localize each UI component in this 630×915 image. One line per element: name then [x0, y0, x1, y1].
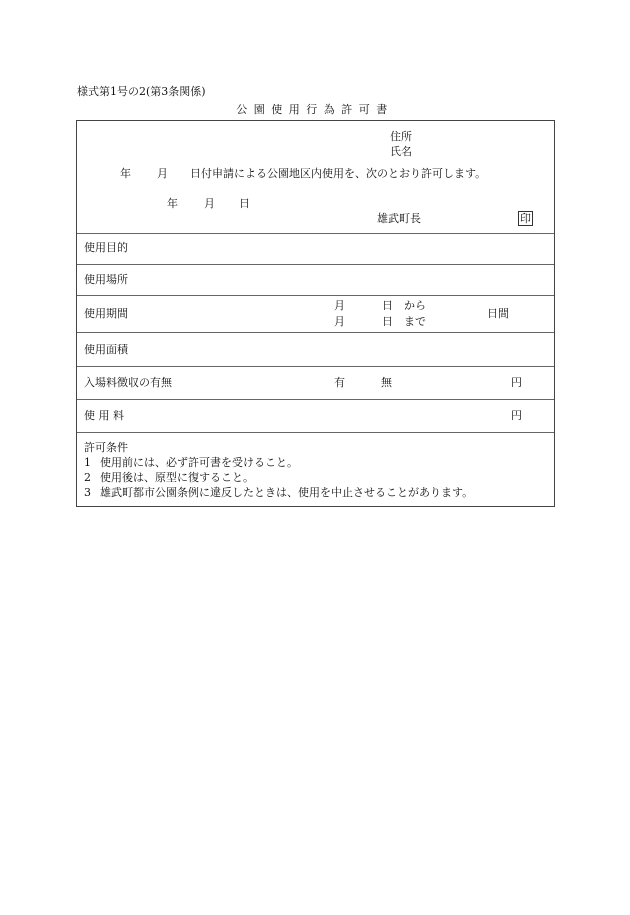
divider [77, 399, 554, 400]
permit-form-table [76, 120, 555, 507]
period-label: 使用期間 [84, 307, 128, 320]
document-title: 公園使用行為許可書 [236, 103, 394, 116]
divider [77, 432, 554, 433]
divider [77, 233, 554, 234]
admission-no: 無 [381, 376, 392, 389]
period-end-month: 月 [334, 315, 345, 328]
admission-yes: 有 [334, 376, 345, 389]
name-label: 氏名 [390, 145, 412, 158]
application-statement: 日付申請による公園地区内使用を、次のとおり許可します。 [190, 167, 487, 180]
fee-label: 使 用 料 [84, 409, 124, 422]
divider [77, 366, 554, 367]
permit-year: 年 [167, 197, 178, 210]
divider [77, 264, 554, 265]
area-label: 使用面積 [84, 343, 128, 356]
condition-text: 使用前には、必ず許可書を受けること。 [100, 456, 298, 469]
condition-text: 雄武町都市公園条例に違反したときは、使用を中止させることがあります。 [100, 486, 474, 499]
address-label: 住所 [390, 130, 412, 143]
period-days: 日間 [487, 307, 509, 320]
issuer-title: 雄武町長 [377, 212, 421, 225]
application-year: 年 [120, 167, 131, 180]
purpose-label: 使用目的 [84, 241, 128, 254]
period-until: まで [404, 315, 426, 328]
condition-text: 使用後は、原型に復すること。 [100, 471, 254, 484]
period-start-month: 月 [334, 299, 345, 312]
permit-month: 月 [204, 197, 215, 210]
conditions-heading: 許可条件 [84, 441, 128, 454]
divider [77, 332, 554, 333]
period-start-day: 日 [382, 299, 393, 312]
divider [77, 295, 554, 296]
admission-label: 入場料徴収の有無 [84, 376, 172, 389]
permit-day: 日 [239, 197, 250, 210]
period-from: から [404, 299, 426, 312]
form-number-label: 様式第1号の2(第3条関係) [77, 85, 206, 98]
application-month: 月 [157, 167, 168, 180]
condition-number: 1 [84, 456, 91, 469]
seal-mark: 印 [520, 212, 531, 225]
admission-yen: 円 [511, 376, 522, 389]
period-end-day: 日 [382, 315, 393, 328]
place-label: 使用場所 [84, 273, 128, 286]
condition-number: 2 [84, 471, 91, 484]
fee-yen: 円 [511, 409, 522, 422]
condition-number: 3 [84, 486, 91, 499]
